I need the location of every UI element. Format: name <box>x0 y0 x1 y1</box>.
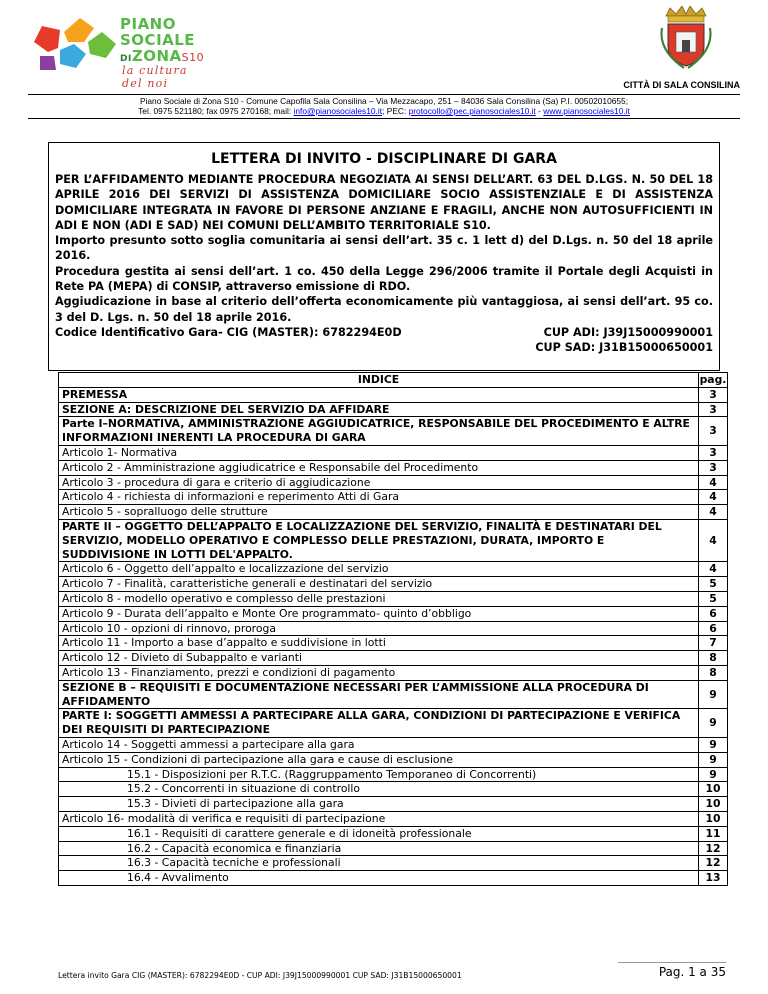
index-heading: INDICE <box>59 373 699 388</box>
index-entry-page: 3 <box>699 460 728 475</box>
city-crest-icon <box>656 6 716 72</box>
logo-mark-icon <box>30 12 120 72</box>
index-row <box>59 841 728 856</box>
index-entry-title: 16.4 - Avvalimento <box>59 871 699 886</box>
logo-tagline: la cultura del noi <box>122 64 188 90</box>
index-row <box>59 856 728 871</box>
index-entry-page: 10 <box>699 782 728 797</box>
index-entry-title: Articolo 13 - Finanziamento, prezzi e condizioni di pagamento <box>59 665 699 680</box>
index-row <box>59 811 728 826</box>
index-row <box>59 490 728 505</box>
index-entry-title: PARTE I: SOGGETTI AMMESSI A PARTECIPARE ALLA GARA, CONDIZIONI DI PARTECIPAZIONE E VERIFICA DEI REQUISITI DI PARTECIPAZIONE <box>59 709 699 738</box>
index-entry-page: 8 <box>699 651 728 666</box>
logo-wordmark: PIANO SOCIALE DIZONAS10 <box>120 15 205 65</box>
contacts-line: Tel. 0975 521180; fax 0975 270168; mail: info@pianosociales10.it; PEC: protocollo@pec.pianosociales10.it - www.pianosociales10.it <box>138 106 630 116</box>
index-entry-page: 10 <box>699 797 728 812</box>
index-entry-page: 6 <box>699 621 728 636</box>
city-name: CITTÀ DI SALA CONSILINA <box>623 80 740 90</box>
index-entry-title: 16.3 - Capacità tecniche e professionali <box>59 856 699 871</box>
index-row <box>59 417 728 446</box>
index-entry-title: SEZIONE B – REQUISITI E DOCUMENTAZIONE NECESSARI PER L’AMMISSIONE ALLA PROCEDURA DI AFFIDAMENTO <box>59 680 699 709</box>
cup-sad: CUP SAD: J31B15000650001 <box>535 341 713 355</box>
index-entry-page: 7 <box>699 636 728 651</box>
page-heading: pag. <box>699 373 727 386</box>
index-entry-title: Articolo 15 - Condizioni di partecipazione alla gara e cause di esclusione <box>59 752 699 767</box>
index-entry-page: 4 <box>699 490 728 505</box>
index-row <box>59 475 728 490</box>
email-link[interactable]: info@pianosociales10.it <box>293 106 383 116</box>
pec-link[interactable]: protocollo@pec.pianosociales10.it <box>408 106 536 116</box>
index-row <box>59 737 728 752</box>
index-entry-page: 4 <box>699 519 728 561</box>
index-entry-title: Articolo 3 - procedura di gara e criterio di aggiudicazione <box>59 475 699 490</box>
cig-code: Codice Identificativo Gara- CIG (MASTER): 6782294E0D <box>55 325 402 339</box>
index-entry-title: Articolo 11 - Importo a base d’appalto e suddivisione in lotti <box>59 636 699 651</box>
index-entry-title: Articolo 9 - Durata dell’appalto e Monte Ore programmato- quinto d’obbligo <box>59 606 699 621</box>
index-entry-title: Articolo 1- Normativa <box>59 445 699 460</box>
address-line: Piano Sociale di Zona S10 - Comune Capofila Sala Consilina – Via Mezzacapo, 251 – 84036 Sala Consilina (Sa) P.I. 00502010655; <box>139 96 629 106</box>
procedure-paragraph: Procedura gestita ai sensi dell’art. 1 co. 450 della Legge 296/2006 tramite il Portale degli Acquisti in Rete PA (MEPA) di CONSIP, attraverso emissione di RDO. <box>55 264 713 294</box>
index-entry-page: 4 <box>699 475 728 490</box>
index-row <box>59 606 728 621</box>
index-row <box>59 562 728 577</box>
index-header-row <box>59 373 728 388</box>
index-entry-title: Articolo 16- modalità di verifica e requisiti di partecipazione <box>59 811 699 826</box>
index-row <box>59 782 728 797</box>
index-entry-title: Articolo 12 - Divieto di Subappalto e varianti <box>59 651 699 666</box>
index-row <box>59 636 728 651</box>
index-row <box>59 519 728 561</box>
index-entry-page: 9 <box>699 709 728 738</box>
index-row <box>59 871 728 886</box>
index-table <box>58 372 728 886</box>
index-entry-title: Articolo 10 - opzioni di rinnovo, proroga <box>59 621 699 636</box>
index-entry-title: Articolo 7 - Finalità, caratteristiche generali e destinatari del servizio <box>59 577 699 592</box>
index-entry-page: 9 <box>699 737 728 752</box>
index-entry-title: 15.3 - Divieti di partecipazione alla gara <box>59 797 699 812</box>
cig-row <box>55 325 713 340</box>
index-entry-title: 16.1 - Requisiti di carattere generale e di idoneità professionale <box>59 826 699 841</box>
index-row <box>59 445 728 460</box>
index-row <box>59 826 728 841</box>
header-divider-bottom <box>28 118 740 119</box>
index-row <box>59 709 728 738</box>
title-box <box>48 142 720 371</box>
index-entry-page: 4 <box>699 505 728 520</box>
document-title: LETTERA DI INVITO - DISCIPLINARE DI GARA <box>211 151 557 167</box>
footer-divider <box>618 962 726 963</box>
index-entry-page: 9 <box>699 752 728 767</box>
index-row <box>59 591 728 606</box>
index-entry-page: 12 <box>699 841 728 856</box>
index-row <box>59 402 728 417</box>
index-entry-page: 5 <box>699 577 728 592</box>
index-entry-title: Articolo 4 - richiesta di informazioni e reperimento Atti di Gara <box>59 490 699 505</box>
header-divider-top <box>28 94 740 95</box>
index-entry-page: 3 <box>699 445 728 460</box>
index-entry-title: Articolo 8 - modello operativo e complesso delle prestazioni <box>59 591 699 606</box>
address-block <box>28 96 740 116</box>
index-row <box>59 577 728 592</box>
index-row <box>59 387 728 402</box>
index-row <box>59 505 728 520</box>
index-entry-page: 3 <box>699 417 728 446</box>
index-row <box>59 797 728 812</box>
amount-paragraph: Importo presunto sotto soglia comunitaria ai sensi dell’art. 35 c. 1 lett d) del D.Lgs. n. 50 del 18 aprile 2016. <box>55 234 713 263</box>
title-box-body <box>55 172 713 356</box>
index-entry-page: 5 <box>699 591 728 606</box>
index-row <box>59 665 728 680</box>
index-entry-page: 8 <box>699 665 728 680</box>
index-entry-title: 16.2 - Capacità economica e finanziaria <box>59 841 699 856</box>
index-row <box>59 752 728 767</box>
index-entry-page: 10 <box>699 811 728 826</box>
footer-text: Lettera invito Gara CIG (MASTER): 6782294E0D - CUP ADI: J39J15000990001 CUP SAD: J31B15000650001 <box>58 971 462 980</box>
index-entry-title: 15.2 - Concorrenti in situazione di controllo <box>59 782 699 797</box>
index-entry-page: 13 <box>699 871 728 886</box>
cup-adi: CUP ADI: J39J15000990001 <box>543 325 713 339</box>
index-entry-title: Articolo 2 - Amministrazione aggiudicatrice e Responsabile del Procedimento <box>59 460 699 475</box>
index-entry-title: Parte I–NORMATIVA, AMMINISTRAZIONE AGGIUDICATRICE, RESPONSABILE DEL PROCEDIMENTO E ALTRE INFORMAZIONI INERENTI LA PROCEDURA DI GARA <box>59 417 699 446</box>
index-entry-title: SEZIONE A: DESCRIZIONE DEL SERVIZIO DA AFFIDARE <box>59 402 699 417</box>
award-paragraph: Aggiudicazione in base al criterio dell’offerta economicamente più vantaggiosa, ai sensi dell’art. 95 co. 3 del D. Lgs. n. 50 del 18 aprile 2016. <box>55 295 713 324</box>
index-row <box>59 651 728 666</box>
index-entry-page: 9 <box>699 767 728 782</box>
page-number: Pag. 1 a 35 <box>658 965 726 979</box>
index-entry-page: 9 <box>699 680 728 709</box>
index-entry-title: PARTE II – OGGETTO DELL’APPALTO E LOCALIZZAZIONE DEL SERVIZIO, FINALITÀ E DESTINATARI DEL SERVIZIO, MODELLO OPERATIVO E COMPLESSO DELLE PRESTAZIONI, DURATA, IMPORTO E SUDDIVISIONE IN LOTTI DEL'APPALTO. <box>59 519 699 561</box>
index-entry-page: 6 <box>699 606 728 621</box>
index-entry-page: 3 <box>699 402 728 417</box>
index-row <box>59 767 728 782</box>
object-paragraph: PER L’AFFIDAMENTO MEDIANTE PROCEDURA NEGOZIATA AI SENSI DELL’ART. 63 DEL D.LGS. N. 50 DEL 18 APRILE 2016 DEI SERVIZI DI ASSISTENZA DOMICILIARE SOCIO ASSISTENZIALE E DI ASSISTENZA DOMICILIARE INTEGRATA IN FAVORE DI PERSONE ANZIANE E FRAGILI, ANCHE NON AUTOSUFFICIENTI IN ADI E NON (ADI E SAD) NEI COMUNI DELL’AMBITO TERRITORIALE S10. <box>55 173 713 232</box>
index-entry-page: 4 <box>699 562 728 577</box>
index-row <box>59 621 728 636</box>
piano-sociale-logo <box>30 12 210 90</box>
index-entry-title: Articolo 6 - Oggetto dell’appalto e localizzazione del servizio <box>59 562 699 577</box>
index-entry-page: 3 <box>699 387 728 402</box>
website-link[interactable]: www.pianosociales10.it <box>543 106 630 116</box>
index-entry-title: Articolo 14 - Soggetti ammessi a partecipare alla gara <box>59 737 699 752</box>
index-row <box>59 680 728 709</box>
index-entry-page: 11 <box>699 826 728 841</box>
index-entry-title: Articolo 5 - sopralluogo delle strutture <box>59 505 699 520</box>
index-row <box>59 460 728 475</box>
index-entry-page: 12 <box>699 856 728 871</box>
index-entry-title: 15.1 - Disposizioni per R.T.C. (Raggruppamento Temporaneo di Concorrenti) <box>59 767 699 782</box>
index-entry-title: PREMESSA <box>59 387 699 402</box>
